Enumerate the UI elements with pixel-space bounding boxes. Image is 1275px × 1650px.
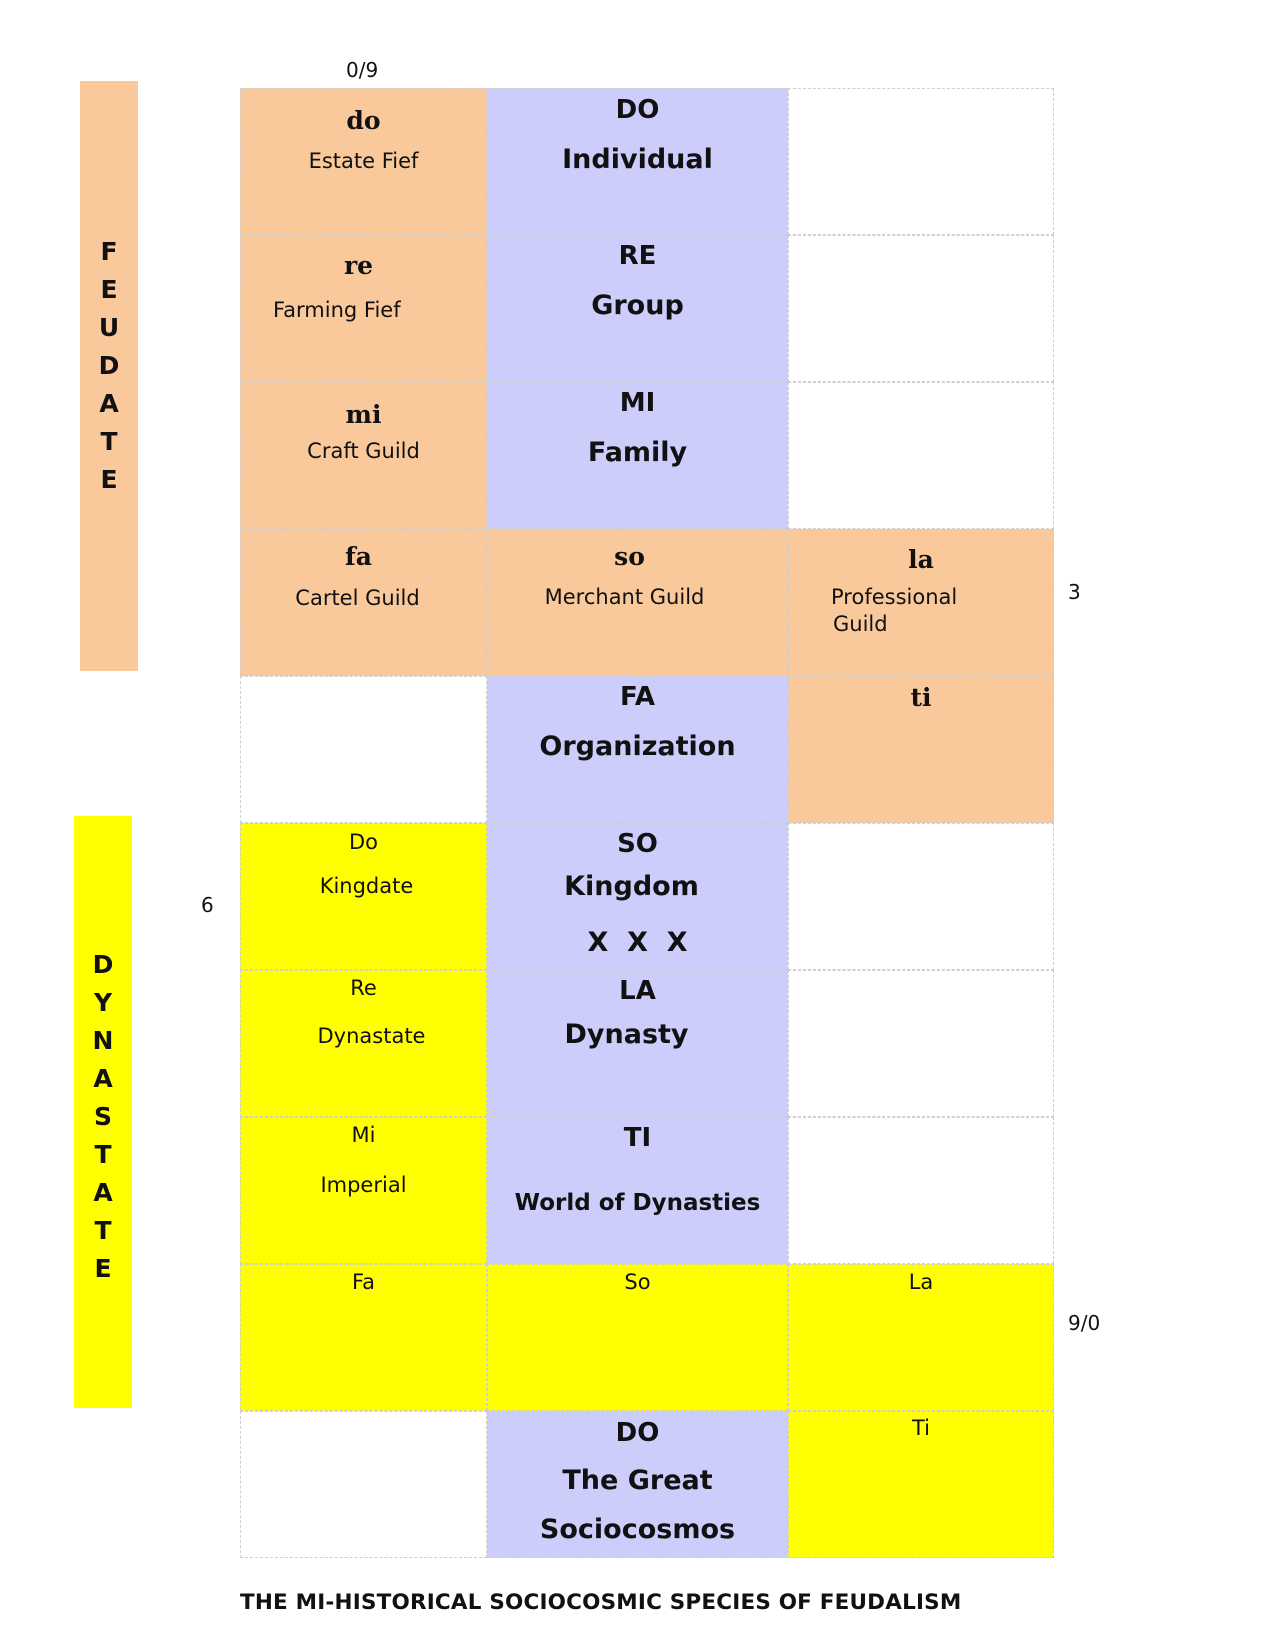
cell-label: Sociocosmos [539, 1514, 736, 1545]
cell-La [788, 1264, 1054, 1411]
cell-title: la [908, 545, 934, 574]
cell-title: MI [619, 388, 656, 418]
cell-empty [788, 88, 1054, 235]
cell-FA-organization [487, 676, 788, 823]
cell-label: Imperial [320, 1173, 407, 1197]
feudate-letter: U [98, 313, 120, 342]
cell-label: Dynastate [317, 1024, 426, 1048]
cell-title: re [343, 251, 374, 280]
dynastate-letter: T [94, 1140, 112, 1169]
cell-title: mi [345, 400, 382, 429]
cell-label: Dynasty [564, 1019, 689, 1050]
cell-Fa [240, 1264, 487, 1411]
cell-TI-world [487, 1117, 788, 1264]
feudate-letter: D [98, 351, 120, 380]
cell-label: Estate Fief [308, 149, 419, 173]
cell-Ti [788, 1411, 1054, 1558]
cell-empty [788, 235, 1054, 382]
cell-label: Kingdate [319, 874, 414, 898]
cell-title: fa [345, 542, 372, 571]
dynastate-letter: N [92, 1026, 114, 1055]
cell-title: TI [623, 1123, 652, 1153]
cell-LA-dynasty [487, 970, 788, 1117]
cell-label: Cartel Guild [295, 586, 420, 610]
cell-empty [240, 1411, 487, 1558]
feudate-letter: E [100, 275, 118, 304]
cell-re [240, 235, 487, 382]
dynastate-letter: D [92, 950, 114, 979]
cell-label: Merchant Guild [544, 585, 705, 609]
cell-title: ti [910, 683, 932, 712]
cell-title: Fa [351, 1270, 376, 1294]
cell-empty [788, 970, 1054, 1117]
cell-title: Do [348, 830, 379, 854]
cell-label: The Great [562, 1465, 713, 1496]
diagram-caption: THE MI-HISTORICAL SOCIOCOSMIC SPECIES OF FEUDALISM [240, 1590, 962, 1615]
cell-empty [240, 676, 487, 823]
cell-empty [788, 382, 1054, 529]
marker-3: 3 [1068, 580, 1081, 604]
cell-empty [788, 823, 1054, 970]
cell-extra: X X X [587, 927, 688, 958]
cell-title: Re [350, 976, 377, 1000]
marker-6: 6 [201, 893, 214, 917]
cell-label: Kingdom [564, 871, 699, 902]
cell-label: Professional [831, 585, 958, 609]
dynastate-letter: T [94, 1216, 112, 1245]
cell-ti [788, 676, 1054, 823]
dynastate-letter: A [93, 1178, 113, 1207]
cell-title: SO [617, 829, 658, 859]
cell-so [487, 529, 788, 676]
cell-label: Family [587, 437, 688, 468]
cell-la [788, 529, 1054, 676]
cell-fa [240, 529, 487, 676]
cell-DO-individual [487, 88, 788, 235]
cell-do [240, 88, 487, 235]
cell-title: Mi [351, 1123, 376, 1147]
cell-So [487, 1264, 788, 1411]
cell-title: La [908, 1270, 934, 1294]
cell-label: Group [591, 290, 684, 321]
cell-title: RE [618, 241, 657, 271]
feudate-letter: E [100, 465, 118, 494]
cell-DO-great-sociocosmos [487, 1411, 788, 1558]
cell-label: Farming Fief [273, 298, 401, 322]
cell-title: So [624, 1270, 651, 1294]
cell-MI-family [487, 382, 788, 529]
dynastate-letter: E [94, 1254, 112, 1283]
cell-RE-group [487, 235, 788, 382]
cell-title: DO [615, 1418, 660, 1448]
feudate-letter: T [100, 427, 118, 456]
cell-label: Organization [539, 731, 736, 762]
cell-label: Craft Guild [307, 439, 420, 463]
cell-label: World of Dynasties [514, 1190, 761, 1216]
dynastate-letter: A [93, 1064, 113, 1093]
cell-title: DO [615, 95, 660, 125]
cell-Do [240, 823, 487, 970]
feudate-letter: A [99, 389, 119, 418]
cell-Mi [240, 1117, 487, 1264]
dynastate-sidebar [74, 816, 132, 1408]
marker-top: 0/9 [346, 58, 379, 82]
cell-title: so [614, 542, 645, 571]
cell-empty [788, 1117, 1054, 1264]
cell-SO-kingdom [487, 823, 788, 970]
cell-title: FA [620, 682, 655, 712]
dynastate-letter: S [93, 1102, 112, 1131]
cell-title: Ti [911, 1416, 931, 1440]
cell-title: LA [619, 976, 656, 1006]
cell-title: do [346, 106, 381, 135]
cell-label: Guild [833, 612, 888, 636]
dynastate-letter: Y [93, 988, 113, 1017]
feudate-letter: F [100, 237, 118, 266]
cell-label: Individual [562, 144, 713, 175]
feudate-sidebar [80, 81, 138, 671]
marker-9-0: 9/0 [1068, 1311, 1101, 1335]
cell-Re [240, 970, 487, 1117]
cell-mi [240, 382, 487, 529]
